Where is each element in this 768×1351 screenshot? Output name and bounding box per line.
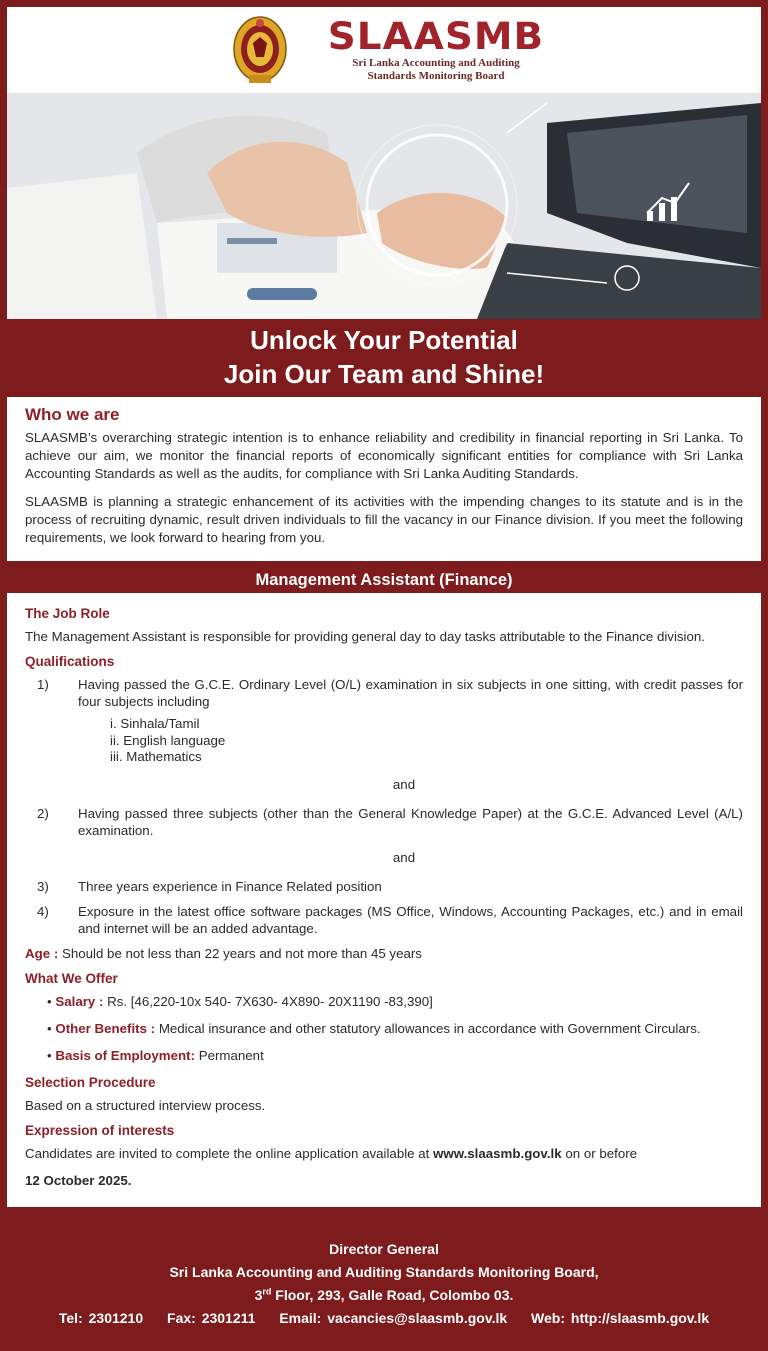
and-separator: and [392, 849, 416, 865]
qualification-text: Having passed the G.C.E. Ordinary Level (O/L) examination in six subjects in one sitting, with credit passes for four subjects including [78, 677, 743, 709]
age-requirement [25, 945, 743, 962]
benefits-label: Other Benefits : [55, 1020, 156, 1036]
advertisement [7, 7, 761, 1207]
headline-line-2: Join Our Team and Shine! [223, 359, 545, 389]
expression-text-post: on or before [565, 1145, 638, 1161]
web-link[interactable]: Web: http://slaasmb.gov.lk [531, 1310, 710, 1326]
qualification-text: Having passed three subjects (other than the General Knowledge Paper) at the G.C.E. Advanced Level (A/L) examination. [78, 805, 743, 838]
address-number: 3 [254, 1287, 263, 1303]
basis-text: Permanent [198, 1047, 264, 1063]
salary-text: Rs. [46,220-10x 540- 7X630- 4X890- 20X1190 -83,390] [107, 993, 433, 1009]
email-link[interactable]: Email: vacancies@slaasmb.gov.lk [279, 1310, 508, 1326]
and-separator: and [392, 776, 416, 792]
subject-item: ii. English language [110, 732, 226, 748]
qualification-item-1 [25, 676, 743, 766]
who-we-are-section [7, 397, 761, 561]
selection-text: Based on a structured interview process. [25, 1097, 266, 1113]
footer-organization: Sri Lanka Accounting and Auditing Standards Monitoring Board, [169, 1264, 599, 1280]
footer-address [0, 1284, 768, 1307]
hero-image [7, 93, 761, 319]
footer-title: Director General [329, 1241, 439, 1257]
expression-heading: Expression of interests [25, 1122, 175, 1138]
age-text: Should be not less than 22 years and not more than 45 years [61, 945, 422, 961]
qualification-number: 2) [37, 805, 49, 821]
logo [325, 17, 547, 83]
benefits-text: Medical insurance and other statutory allowances in accordance with Government Circulars. [158, 1020, 701, 1036]
salary-label: Salary : [55, 993, 104, 1009]
job-role-heading: The Job Role [25, 606, 110, 621]
logo-wordmark: SLAASMB [327, 15, 545, 58]
fax: Fax: 2301211 [167, 1310, 256, 1326]
qualification-text: Three years experience in Finance Related position [78, 878, 382, 894]
selection-heading: Selection Procedure [25, 1074, 156, 1090]
qualification-text: Exposure in the latest office software packages (MS Office, Windows, Accounting Packages, etc.) and in email and internet will be an added advantage. [78, 903, 743, 936]
headline-banner [7, 319, 761, 397]
sri-lanka-emblem-icon [231, 15, 289, 87]
job-role-text: The Management Assistant is responsible for providing general day to day tasks attributable to the Finance division. [25, 629, 705, 644]
who-we-are-paragraph-2: SLAASMB is planning a strategic enhancement of its activities with the impending changes to its statute and is in the process of recruiting dynamic, result driven individuals to fill the vacancy in our Finance division. If you meet the following requirements, we look forward to hearing from you. [25, 494, 743, 545]
telephone: Tel: 2301210 [58, 1310, 144, 1326]
expression-text [25, 1145, 743, 1162]
expression-text-pre: Candidates are invited to complete the online application available at [25, 1145, 430, 1161]
age-label: Age : [25, 945, 59, 961]
offer-basis: • Basis of Employment: Permanent [47, 1047, 264, 1063]
qualification-number: 1) [37, 677, 49, 692]
position-title: Management Assistant (Finance) [7, 567, 761, 593]
footer-contacts [0, 1307, 768, 1330]
offer-salary: • Salary : Rs. [46,220-10x 540- 7X630- 4X890- 20X1190 -83,390] [47, 993, 433, 1009]
business-person-tablet-laptop-charts-image [7, 93, 761, 319]
basis-label: Basis of Employment: [55, 1047, 196, 1063]
qualification-number: 4) [37, 903, 49, 919]
offer-benefits: • Other Benefits : Medical insurance and other statutory allowances in accordance with Government Circulars. [47, 1020, 701, 1036]
job-details [7, 593, 761, 1207]
qualification-number: 3) [37, 878, 49, 894]
what-we-offer-heading: What We Offer [25, 970, 118, 986]
logo-subtitle-2: Standards Monitoring Board [367, 70, 505, 82]
who-we-are-heading: Who we are [25, 405, 120, 424]
qualification-item-3 [25, 878, 743, 895]
header [7, 7, 761, 93]
subject-item: iii. Mathematics [110, 749, 202, 764]
logo-subtitle-1: Sri Lanka Accounting and Auditing [352, 57, 520, 69]
qualification-item-2 [25, 805, 743, 839]
who-we-are-paragraph-1: SLAASMB’s overarching strategic intention is to enhance reliability and credibility in financial reporting in Sri Lanka. To achieve our aim, we monitor the financial reports of economically significant entities for compliance with Sri Lanka Accounting Standards as well as the audits, for compliance with Sri Lanka Auditing Standards. [25, 430, 743, 481]
footer [0, 1238, 768, 1330]
address-superscript: rd [262, 1286, 272, 1297]
subject-item: i. Sinhala/Tamil [110, 716, 200, 731]
subjects-list [110, 716, 743, 766]
qualifications-heading: Qualifications [25, 654, 115, 669]
qualification-item-4 [25, 903, 743, 937]
application-link[interactable]: www.slaasmb.gov.lk [433, 1145, 562, 1161]
headline-line-1: Unlock Your Potential [250, 325, 518, 355]
deadline: 12 October 2025. [25, 1172, 132, 1188]
address-rest: Floor, 293, Galle Road, Colombo 03. [271, 1287, 514, 1303]
